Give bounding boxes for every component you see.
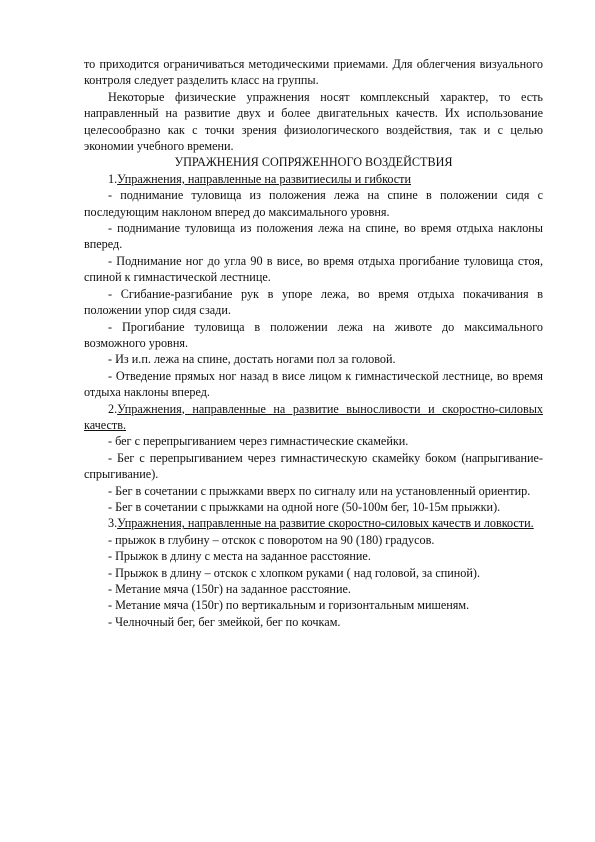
list-item: - Челночный бег, бег змейкой, бег по кочкам.: [108, 614, 341, 629]
group-heading: [84, 171, 543, 187]
list-item: - Поднимание ног до угла 90 в висе, во время отдыха прогибание туловища стоя, спиной к гимнастической лестнице.: [84, 253, 543, 285]
list-item: - Прыжок в длину с места на заданное расстояние.: [108, 549, 371, 564]
list-item: - Бег с перепрыгиванием через гимнастическую скамейку боком (напрыгивание-спрыгивание).: [84, 450, 543, 482]
list-item: - прыжок в глубину – отскок с поворотом на 90 (180) градусов.: [108, 532, 435, 547]
section-title: УПРАЖНЕНИЯ СОПРЯЖЕННОГО ВОЗДЕЙСТВИЯ: [174, 155, 453, 170]
group-title: Упражнения, направленные на развитие скоростно-силовых качеств и ловкости.: [117, 516, 534, 531]
group-heading: [84, 401, 543, 434]
list-item: - Отведение прямых ног назад в висе лицом к гимнастической лестнице, во время отдыха наклоны вперед.: [84, 368, 543, 400]
group-number: 1.: [108, 171, 118, 186]
list-item: - поднимание туловища из положения лежа на спине в положении сидя с последующим наклоном вперед до максимального уровня.: [84, 188, 543, 219]
list-item: - Метание мяча (150г) по вертикальным и горизонтальным мишеням.: [108, 598, 470, 613]
list-item: - Бег в сочетании с прыжками на одной ноге (50-100м бег, 10-15м прыжки).: [108, 499, 501, 514]
group-heading: [84, 515, 543, 531]
list-item: - Прогибание туловища в положении лежа на животе до максимального возможного уровня.: [84, 319, 543, 350]
group-title: Упражнения, направленные на развитиесилы и гибкости: [117, 171, 412, 186]
document-page: [84, 56, 543, 630]
list-item: - Из и.п. лежа на спине, достать ногами пол за головой.: [108, 352, 396, 367]
group-number: 3.: [108, 516, 118, 531]
group-title: Упражнения, направленные на развитие выносливости и скоростно-силовых качеств.: [84, 401, 543, 432]
list-item: - поднимание туловища из положения лежа на спине, во время отдыха наклоны вперед.: [84, 221, 543, 252]
list-item: - бег с перепрыгиванием через гимнастические скамейки.: [108, 434, 409, 449]
list-item: - Метание мяча (150г) на заданное расстояние.: [108, 582, 351, 596]
list-item: - Сгибание-разгибание рук в упоре лежа, во время отдыха покачивания в положении упор сидя сзади.: [84, 286, 543, 318]
intro-paragraph: то приходится ограничиваться методическими приемами. Для облегчения визуального контроля следует разделить класс на группы.: [84, 57, 543, 88]
list-item: - Бег в сочетании с прыжками вверх по сигналу или на установленный ориентир.: [108, 483, 531, 498]
list-item: - Прыжок в длину – отскок с хлопком руками ( над головой, за спиной).: [108, 565, 481, 580]
complex-exercises-paragraph: Некоторые физические упражнения носят комплексный характер, то есть направленный на развитие двух и более двигательных качеств. Их использование целесообразно как с точки зрения физиологического воздействия, так и с целью экономии учебного времени.: [84, 89, 543, 154]
group-number: 2.: [108, 401, 118, 416]
